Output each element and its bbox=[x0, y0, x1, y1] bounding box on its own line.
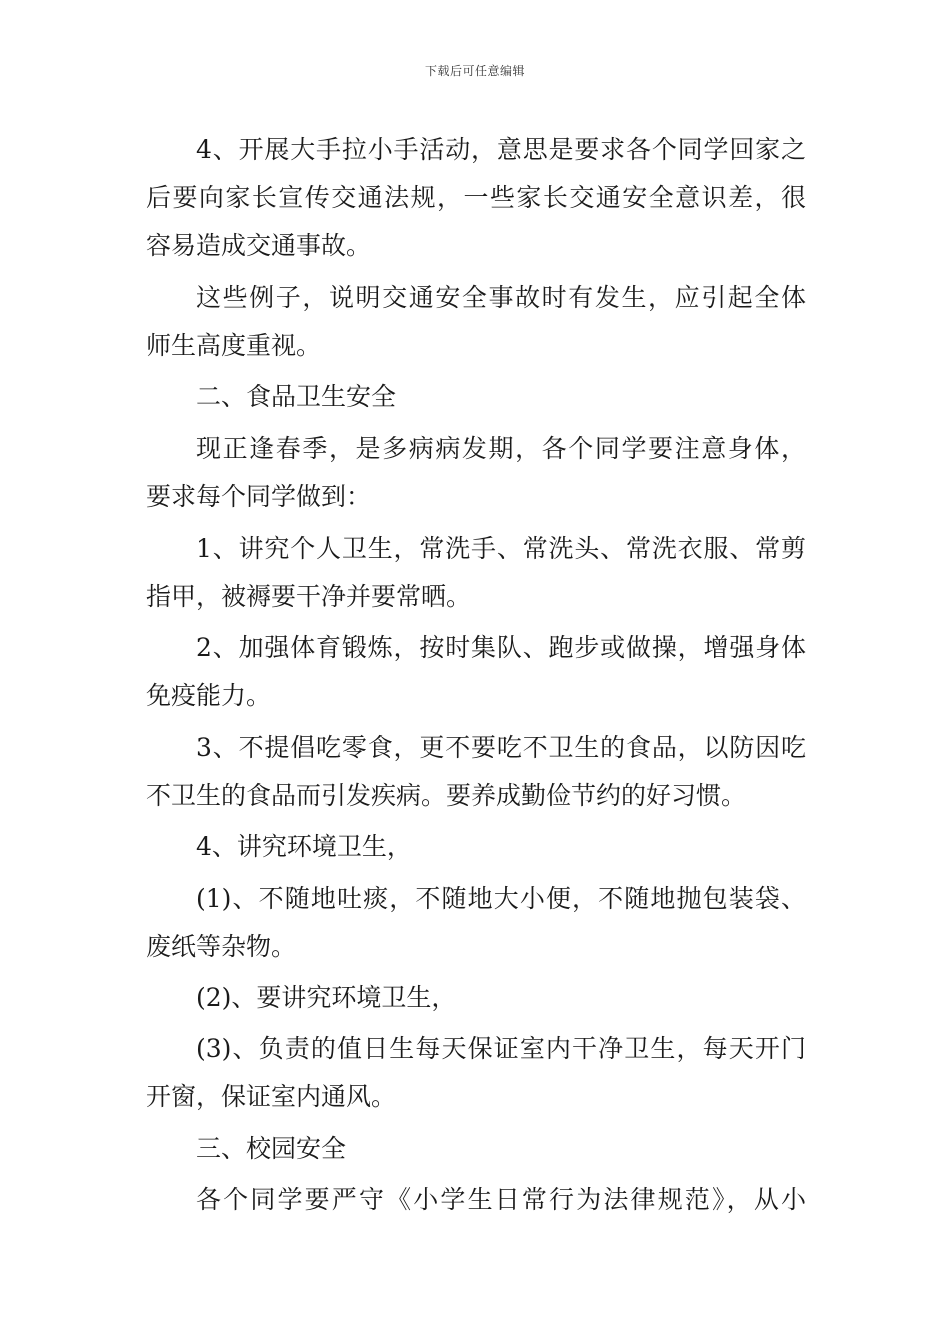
paragraph-line: (2)、要讲究环境卫生， bbox=[196, 983, 457, 1012]
paragraph-line: 1、讲究个人卫生，常洗手、常洗头、常洗衣服、常剪 bbox=[196, 534, 806, 563]
paragraph-line: 开窗，保证室内通风。 bbox=[146, 1082, 397, 1111]
paragraph-line: 4、开展大手拉小手活动，意思是要求各个同学回家之 bbox=[196, 135, 806, 164]
paragraph-line: 指甲，被褥要干净并要常晒。 bbox=[146, 582, 472, 611]
paragraph-line: 这些例子，说明交通安全事故时有发生，应引起全体 bbox=[196, 283, 806, 312]
paragraph-line: 废纸等杂物。 bbox=[146, 932, 297, 961]
paragraph-line: (1)、不随地吐痰，不随地大小便，不随地抛包装袋、 bbox=[196, 884, 806, 913]
paragraph-line: 各个同学要严守《小学生日常行为法律规范》，从小 bbox=[196, 1185, 806, 1214]
paragraph-line: 现正逢春季，是多病病发期，各个同学要注意身体， bbox=[196, 434, 806, 463]
paragraph-line: 不卫生的食品而引发疾病。要养成勤俭节约的好习惯。 bbox=[146, 781, 747, 810]
paragraph-line: 容易造成交通事故。 bbox=[146, 231, 372, 260]
paragraph-line: 要求每个同学做到： bbox=[146, 482, 372, 511]
page-header-watermark: 下载后可任意编辑 bbox=[424, 64, 525, 78]
section-heading: 三、校园安全 bbox=[196, 1134, 347, 1163]
section-heading: 二、食品卫生安全 bbox=[196, 382, 397, 411]
paragraph-line: 后要向家长宣传交通法规，一些家长交通安全意识差，很 bbox=[146, 183, 806, 212]
paragraph-line: 免疫能力。 bbox=[146, 681, 272, 710]
paragraph-line: 2、加强体育锻炼，按时集队、跑步或做操，增强身体 bbox=[196, 633, 806, 662]
paragraph-line: 师生高度重视。 bbox=[146, 331, 322, 360]
paragraph-line: (3)、负责的值日生每天保证室内干净卫生，每天开门 bbox=[196, 1034, 806, 1063]
paragraph-line: 4、讲究环境卫生， bbox=[196, 832, 412, 861]
paragraph-line: 3、不提倡吃零食，更不要吃不卫生的食品，以防因吃 bbox=[196, 733, 806, 762]
